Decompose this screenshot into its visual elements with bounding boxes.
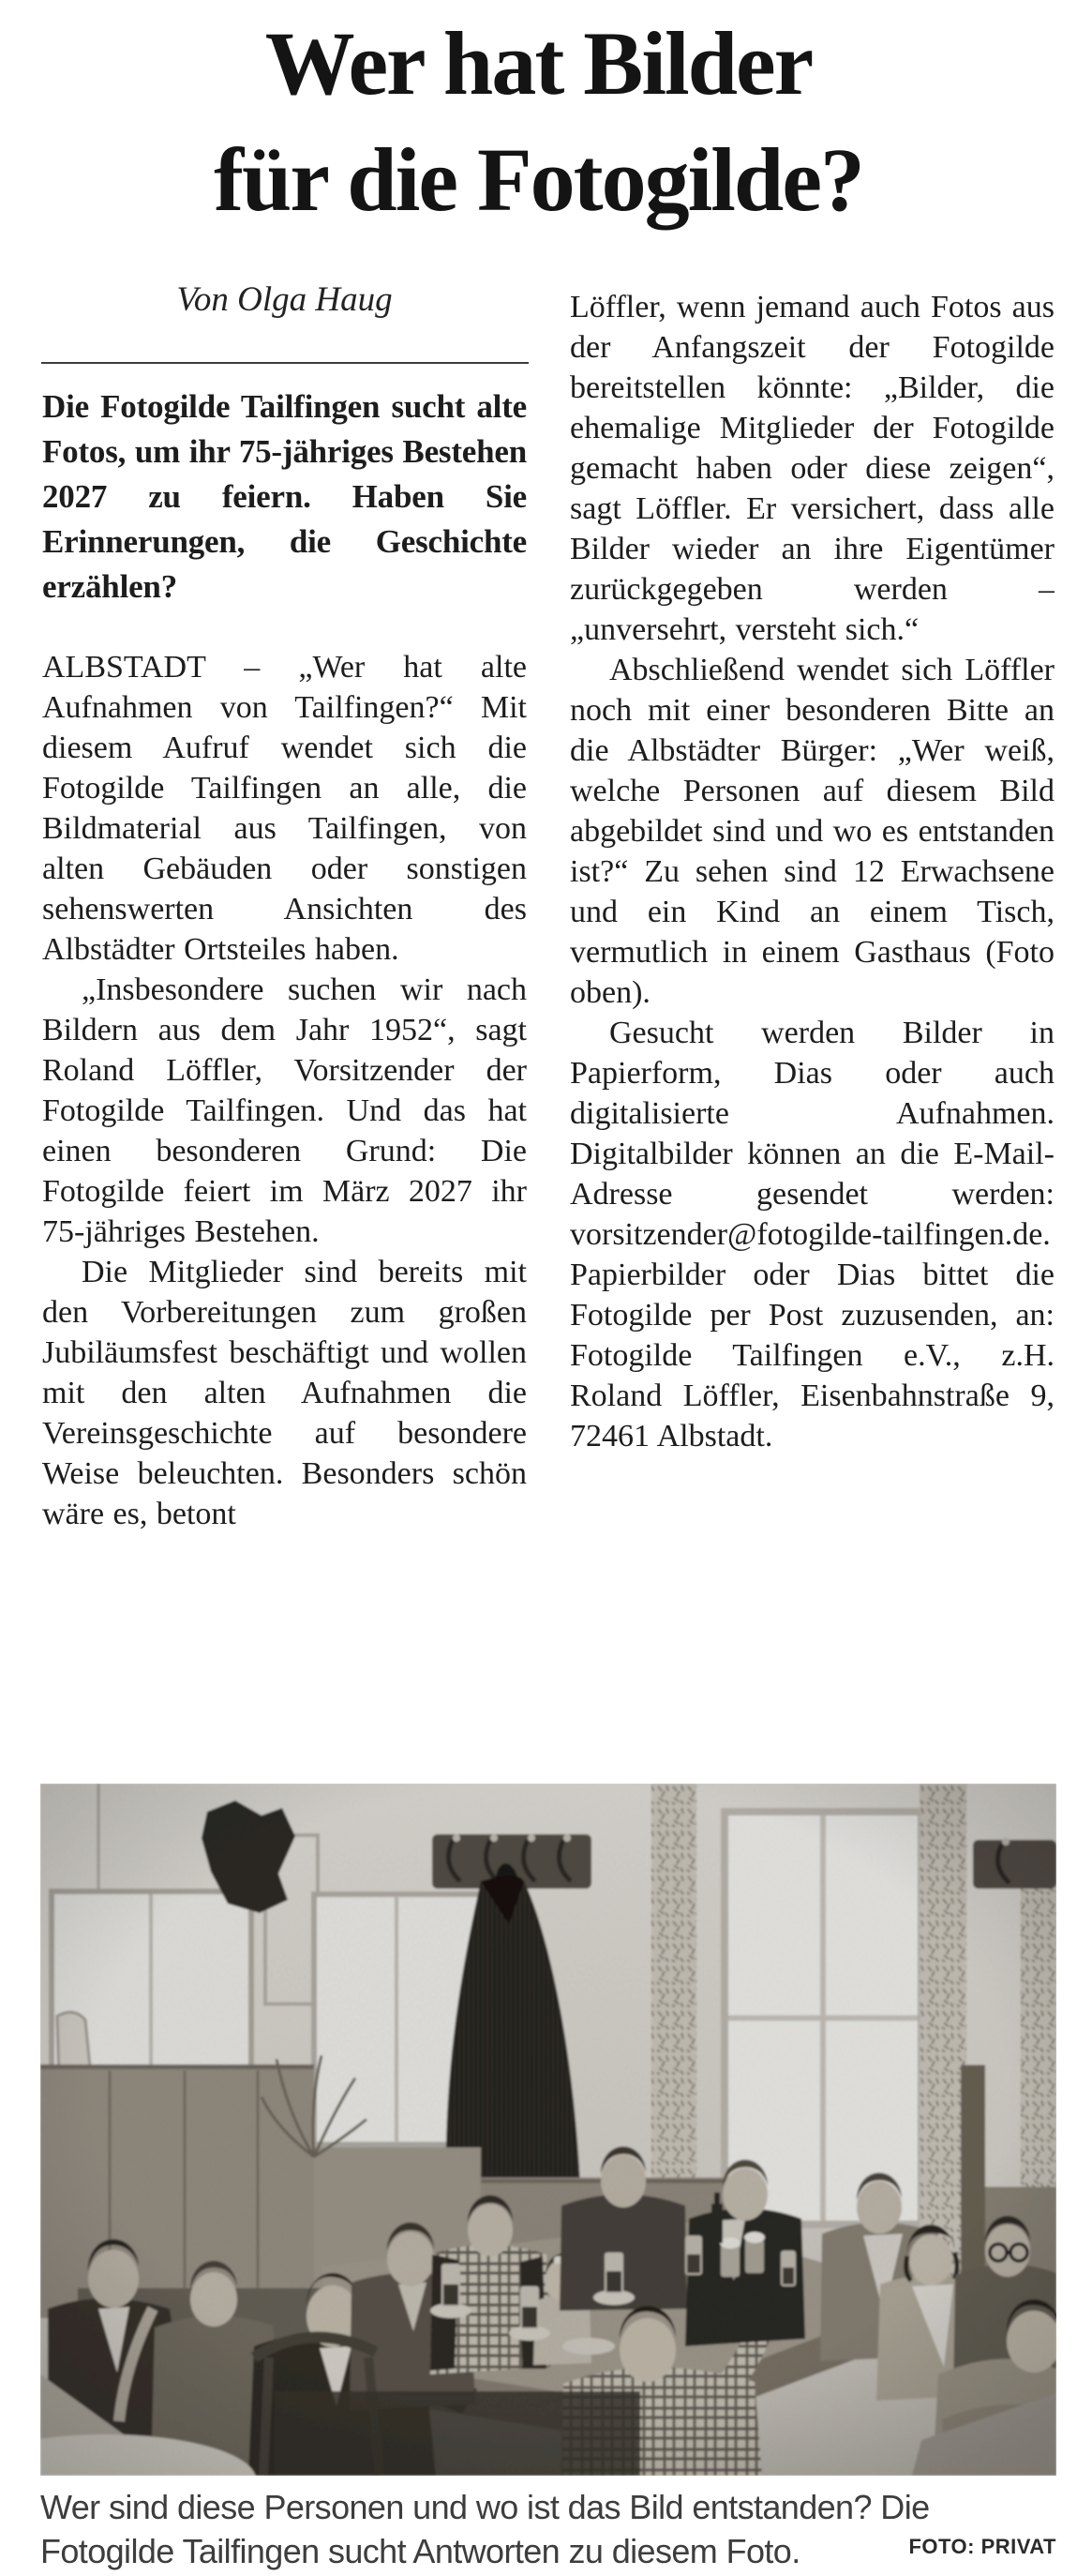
gasthaus-group-photo-illustration <box>40 1784 1056 2476</box>
article-photo <box>40 1784 1056 2476</box>
body-paragraph: Abschließend wendet sich Löffler noch mit einer besonderen Bitte an die Albstädter Bürger: „Wer weiß, welche Personen auf diesem Bild abgebildet sind und wo es entstanden ist?“ Zu sehen sind 12 Erwachsene und ein Kind an einem Tisch, vermutlich in einem Gasthaus (Foto oben). <box>570 653 1055 1010</box>
headline-line-2: für die Fotogilde? <box>214 129 863 230</box>
article-headline <box>0 6 1077 238</box>
column-left <box>42 384 527 1780</box>
column-right <box>570 287 1055 1780</box>
lead-paragraph: Die Fotogilde Tailfingen sucht alte Fotos, um ihr 75-jähriges Bestehen 2027 zu feiern. Haben Sie Erinnerungen, die Geschichte erzählen? <box>42 388 527 605</box>
body-paragraph: Die Mitglieder sind bereits mit den Vorbereitungen zum großen Jubiläumsfest beschäftigt und wollen mit den alten Aufnahmen die Vereinsgeschichte auf besondere Weise beleuchten. Besonders schön wäre es, betont <box>42 1255 527 1531</box>
body-paragraph: Löffler, wenn jemand auch Fotos aus der Anfangszeit der Fotogilde bereitstellen könnte: „Bilder, die ehemalige Mitglieder der Fotogilde gemacht haben oder diese zeigen“, sagt Löffler. Er versichert, dass alle Bilder wieder an ihre Eigentümer zurückgegeben werden – „unversehrt, versteht sich.“ <box>570 290 1055 647</box>
photo-credit: FOTO: PRIVAT <box>908 2535 1056 2558</box>
photo-caption-text: Wer sind diese Personen und wo ist das Bild entstanden? Die Fotogilde Tailfingen sucht Antworten zu diesem Foto. <box>40 2488 930 2570</box>
body-paragraph: ALBSTADT – „Wer hat alte Aufnahmen von Tailfingen?“ Mit diesem Aufruf wendet sich die Fotogilde Tailfingen an alle, die Bildmaterial aus Tailfingen, von alten Gebäuden oder sonstigen sehenswerten Ansichten des Albstädter Ortsteiles haben. <box>42 650 527 967</box>
byline-divider <box>41 362 529 364</box>
body-paragraph: „Insbesondere suchen wir nach Bildern aus dem Jahr 1952“, sagt Roland Löffler, Vorsitzender der Fotogilde Tailfingen. Und das hat einen besonderen Grund: Die Fotogilde feiert im März 2027 ihr 75-jähriges Bestehen. <box>42 972 527 1249</box>
byline: Von Olga Haug <box>176 280 393 319</box>
headline-line-1: Wer hat Bilder <box>264 13 813 113</box>
photo-caption <box>40 2485 1056 2573</box>
body-paragraph: Gesucht werden Bilder in Papierform, Dias oder auch digitalisierte Aufnahmen. Digitalbilder können an die E-Mail-Adresse gesendet werden: vorsitzender@fotogilde-tailfingen.de. Papierbilder oder Dias bittet die Fotogilde per Post zuzusenden, an: Fotogilde Tailfingen e.V., z.H. Roland Löffler, Eisenbahnstraße 9, 72461 Albstadt. <box>570 1016 1055 1454</box>
